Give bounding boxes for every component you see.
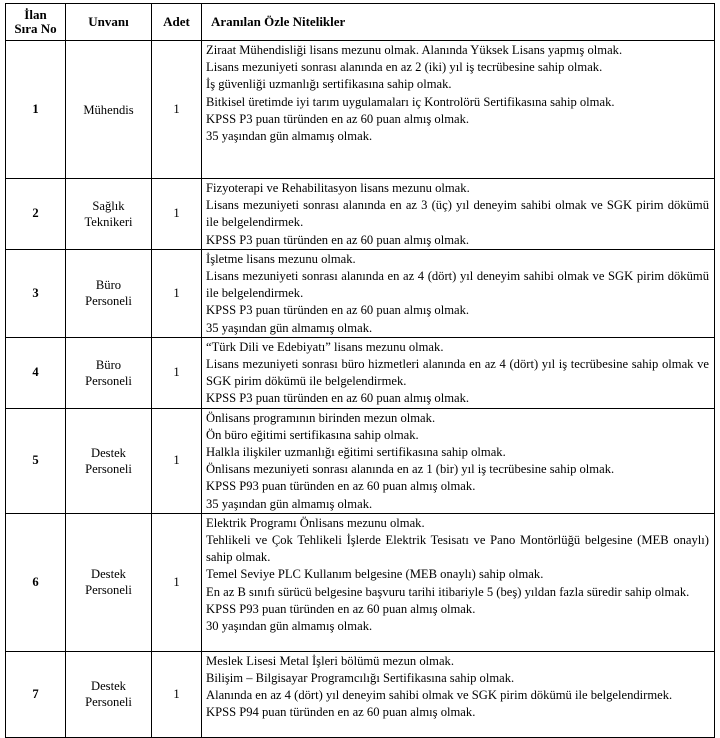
row-number: 5	[6, 408, 66, 513]
requirement-line: Lisans mezuniyeti sonrası alanında en az 4 (dört) yıl deneyim sahibi olmak ve SGK pirim dökümü ile belgelendirmek.	[206, 269, 709, 301]
header-ilan-sira-no	[6, 4, 66, 41]
requirement-line: Alanında en az 4 (dört) yıl deneyim sahibi olmak ve SGK pirim dökümü ile belgelendirmek.	[206, 688, 673, 703]
row-title-line: Sağlık	[92, 198, 125, 213]
table-row	[6, 179, 715, 250]
row-title-cell	[66, 513, 152, 651]
row-title-line: Destek	[91, 567, 126, 582]
header-aranilan-nitelikler: Aranılan Özle Nitelikler	[202, 4, 715, 41]
job-requirements-table	[5, 3, 715, 738]
row-title-line: Büro	[95, 357, 122, 372]
requirement-line: Lisans mezuniyeti sonrası alanında en az 2 (iki) yıl iş tecrübesine sahip olmak.	[206, 60, 603, 75]
requirement-line: Meslek Lisesi Metal İşleri bölümü mezun olmak.	[206, 653, 454, 668]
row-requirements-cell	[202, 249, 715, 337]
row-count: 1	[152, 651, 202, 737]
row-title-line: Destek	[91, 445, 126, 460]
row-title-line: Personeli	[85, 461, 132, 476]
requirement-line: Önlisans mezuniyeti sonrası alanında en az 1 (bir) yıl iş tecrübesine sahip olmak.	[206, 462, 615, 477]
requirement-line: KPSS P3 puan türünden en az 60 puan almış olmak.	[206, 391, 470, 406]
requirement-line: “Türk Dili ve Edebiyatı” lisans mezunu olmak.	[206, 339, 444, 354]
row-title-line: Teknikeri	[84, 214, 133, 229]
header-adet: Adet	[152, 4, 202, 41]
row-number: 1	[6, 41, 66, 179]
row-requirements-cell	[202, 651, 715, 737]
requirement-line: Fizyoterapi ve Rehabilitasyon lisans mezunu olmak.	[206, 181, 470, 195]
row-count: 1	[152, 513, 202, 651]
row-title-line: Destek	[91, 679, 126, 694]
row-count: 1	[152, 41, 202, 179]
requirement-line: 30 yaşından gün almamış olmak.	[206, 619, 373, 634]
requirement-line: KPSS P94 puan türünden en az 60 puan almış olmak.	[206, 705, 476, 720]
row-number: 4	[6, 337, 66, 408]
requirement-line: Bitkisel üretimde iyi tarım uygulamaları iç Kontrolörü Sertifikasına sahip olmak.	[206, 94, 615, 109]
row-title-line: Personeli	[85, 373, 132, 388]
table-row	[6, 651, 715, 737]
table-header-row	[6, 4, 715, 41]
row-title-cell	[66, 408, 152, 513]
table-row	[6, 337, 715, 408]
requirement-line: İşletme lisans mezunu olmak.	[206, 251, 356, 266]
requirement-line: En az B sınıfı sürücü belgesine başvuru tarihi itibariyle 5 (beş) yıldan fazla süredir sahip olmak.	[206, 584, 690, 599]
row-title-line: Büro	[95, 278, 122, 293]
requirement-line: Lisans mezuniyeti sonrası alanında en az 3 (üç) yıl deneyim sahibi olmak ve SGK pirim dökümü ile belgelendirmek.	[206, 198, 709, 230]
requirement-line: KPSS P93 puan türünden en az 60 puan almış olmak.	[206, 479, 476, 494]
requirement-line: KPSS P93 puan türünden en az 60 puan almış olmak.	[206, 601, 476, 616]
header-unvani: Unvanı	[66, 4, 152, 41]
row-requirements-cell	[202, 41, 715, 179]
requirement-line: Lisans mezuniyeti sonrası büro hizmetleri alanında en az 4 (dört) yıl iş tecrübesine sahip olmak ve SGK pirim dökümü ile belgelendirmek.	[206, 357, 709, 389]
requirement-line: İş güvenliği uzmanlığı sertifikasına sahip olmak.	[206, 77, 452, 92]
table-row	[6, 41, 715, 179]
requirement-line: Temel Seviye PLC Kullanım belgesine (MEB onaylı) sahip olmak.	[206, 567, 544, 582]
table-row	[6, 513, 715, 651]
row-title-cell	[66, 41, 152, 179]
row-requirements-cell	[202, 179, 715, 250]
requirement-line: KPSS P3 puan türünden en az 60 puan almış olmak.	[206, 303, 470, 318]
requirement-line: KPSS P3 puan türünden en az 60 puan almış olmak.	[206, 232, 470, 247]
row-title-line: Personeli	[85, 294, 132, 309]
row-number: 7	[6, 651, 66, 737]
requirement-line: KPSS P3 puan türünden en az 60 puan almış olmak.	[206, 111, 470, 126]
row-title-cell	[66, 249, 152, 337]
requirement-line: 35 yaşından gün almamış olmak.	[206, 320, 373, 335]
requirement-line: 35 yaşından gün almamış olmak.	[206, 129, 373, 144]
header-no-line: Sıra No	[14, 21, 57, 36]
table-row	[6, 408, 715, 513]
row-number: 6	[6, 513, 66, 651]
row-title-line: Personeli	[85, 695, 132, 710]
row-requirements-cell	[202, 513, 715, 651]
row-count: 1	[152, 337, 202, 408]
requirement-line: Ziraat Mühendisliği lisans mezunu olmak. Alanında Yüksek Lisans yapmış olmak.	[206, 43, 623, 57]
row-title-cell	[66, 651, 152, 737]
row-number: 3	[6, 249, 66, 337]
row-requirements-cell	[202, 408, 715, 513]
table-row	[6, 249, 715, 337]
requirement-line: Önlisans programının birinden mezun olmak.	[206, 410, 436, 425]
requirement-line: Bilişim – Bilgisayar Programcılığı Sertifikasına sahip olmak.	[206, 671, 515, 686]
row-count: 1	[152, 408, 202, 513]
row-count: 1	[152, 249, 202, 337]
row-title-line: Personeli	[85, 583, 132, 598]
requirement-line: Elektrik Programı Önlisans mezunu olmak.	[206, 515, 425, 530]
row-count: 1	[152, 179, 202, 250]
requirement-line: Tehlikeli ve Çok Tehlikeli İşlerde Elektrik Tesisatı ve Pano Montörlüğü belgesine (MEB onaylı) sahip olmak.	[206, 533, 709, 565]
requirement-line: 35 yaşından gün almamış olmak.	[206, 496, 373, 511]
row-title-cell	[66, 337, 152, 408]
row-requirements-cell	[202, 337, 715, 408]
row-number: 2	[6, 179, 66, 250]
requirement-line: Halkla ilişkiler uzmanlığı eğitimi sertifikasına sahip olmak.	[206, 445, 506, 460]
row-title-line: Mühendis	[83, 102, 134, 117]
row-title-cell	[66, 179, 152, 250]
requirement-line: Ön büro eğitimi sertifikasına sahip olmak.	[206, 427, 419, 442]
header-no-line: İlan	[24, 7, 47, 22]
